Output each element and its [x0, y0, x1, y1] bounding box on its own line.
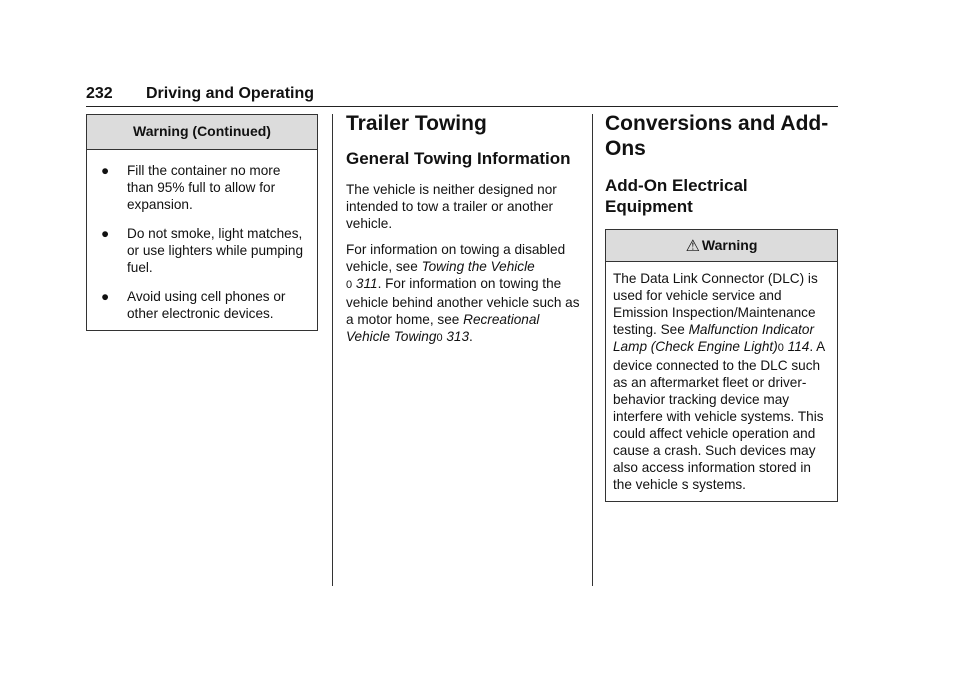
right-column [605, 111, 838, 502]
page-arrow-icon: 0 [777, 342, 784, 354]
warning-bullet-list [87, 150, 317, 330]
warning-box [605, 229, 838, 502]
column-divider-right [592, 114, 593, 586]
column-divider-left [332, 114, 333, 586]
towing-vehicle-link[interactable]: Towing the Vehicle [421, 259, 535, 274]
section-heading-conversions: Conversions and Add-Ons [605, 112, 829, 160]
list-item: ● Do not smoke, light matches, or use lighters while pumping fuel. [101, 226, 304, 275]
section-title: Driving and Operating [146, 85, 315, 102]
subheading-general-towing: General Towing Information [346, 149, 571, 168]
page-number: 232 [86, 85, 113, 102]
page-arrow-icon: 0 [346, 279, 353, 291]
bullet-icon: ● [101, 226, 110, 241]
bullet-icon: ● [101, 163, 110, 178]
page-header [86, 84, 838, 107]
list-item: ● Avoid using cell phones or other electronic devices. [101, 289, 286, 321]
section-heading-trailer-towing: Trailer Towing [346, 112, 487, 135]
warning-continued-title: Warning (Continued) [87, 115, 317, 150]
warning-triangle-icon: ⚠ [685, 238, 700, 255]
list-item: ● Fill the container no more than 95% full to allow for expansion. [101, 163, 281, 212]
page-arrow-icon: 0 [436, 332, 443, 344]
towing-paragraph-2: For information on towing a disabled vehicle, see Towing the Vehicle 0 311. For information on towing the vehicle behind another vehicle such as a motor home, see Recreational Vehicle Towing0 313. [346, 242, 580, 344]
warning-continued-box [86, 114, 318, 331]
bullet-icon: ● [101, 289, 110, 304]
recreational-towing-link[interactable]: Recreational Vehicle Towing [346, 312, 540, 344]
warning-text: The Data Link Connector (DLC) is used for vehicle service and Emission Inspection/Maintenance testing. See Malfunction Indicator Lamp (Check Engine Light)0 114. A device connected to the DLC such as an aftermarket fleet or driver-behavior tracking device may interfere with vehicle systems. This could affect vehicle operation and cause a crash. Such devices may also access information stored in the vehicle s systems. [613, 271, 825, 492]
towing-paragraph-1: The vehicle is neither designed nor intended to tow a trailer or another vehicle. [346, 182, 557, 231]
malfunction-lamp-link[interactable]: Malfunction Indicator Lamp (Check Engine Light) [613, 322, 815, 354]
warning-title: ⚠ Warning [606, 230, 837, 262]
subheading-add-on-electrical: Add-On Electrical Equipment [605, 176, 748, 216]
middle-column [346, 111, 580, 347]
left-column [86, 114, 318, 331]
